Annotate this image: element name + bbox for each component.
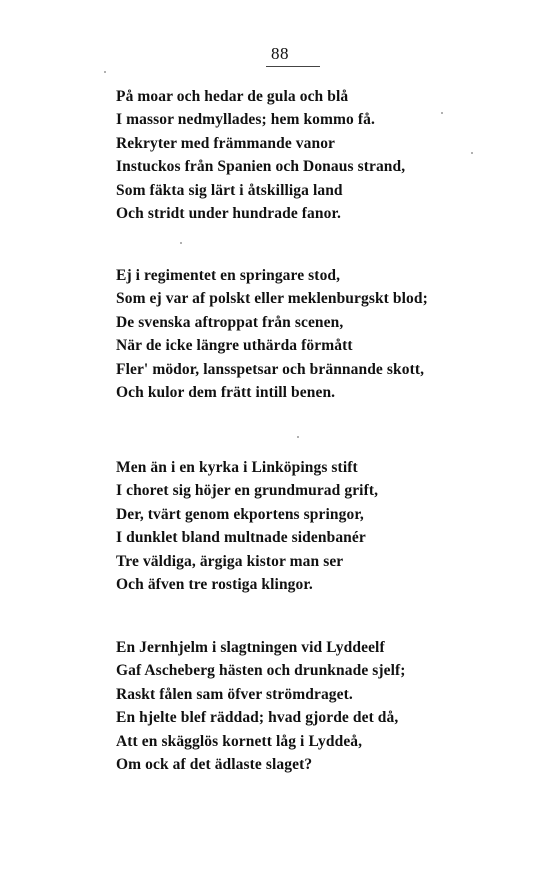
verse-line: Och äfven tre rostiga klingor. — [116, 575, 313, 593]
verse-line: Om ock af det ädlaste slaget? — [116, 755, 313, 773]
verse-line: Raskt fålen sam öfver strömdraget. — [116, 685, 353, 703]
verse-line: Och kulor dem frätt intill benen. — [116, 383, 336, 401]
print-speck — [297, 436, 299, 438]
stanza-2 — [116, 264, 516, 404]
verse-line: När de icke längre uthärda förmått — [116, 337, 353, 355]
verse-line: Att en skägglös kornett låg i Lyddeå, — [116, 732, 363, 750]
verse-line: Som ej var af polskt eller meklenburgskt blod; — [116, 290, 428, 308]
verse-line: Som fäkta sig lärt i åtskilliga land — [116, 181, 343, 199]
stanza-1 — [116, 85, 516, 225]
verse-line: Instuckos från Spanien och Donaus strand, — [116, 158, 406, 176]
verse-line: Och stridt under hundrade fanor. — [116, 204, 341, 222]
verse-line: I massor nedmyllades; hem kommo få. — [116, 111, 375, 129]
verse-line: Gaf Ascheberg hästen och drunknade sjelf; — [116, 662, 406, 680]
verse-line: En hjelte blef räddad; hvad gjorde det då, — [116, 709, 399, 727]
verse-line: Men än i en kyrka i Linköpings stift — [116, 459, 358, 476]
verse-line: Ej i regimentet en springare stod, — [116, 267, 341, 284]
page-number-rule — [266, 66, 320, 67]
verse-line: Rekryter med främmande vanor — [116, 134, 336, 152]
page-number: 88 — [271, 44, 289, 63]
verse-line: Der, tvärt genom ekportens springor, — [116, 505, 364, 523]
stanza-4 — [116, 636, 516, 776]
verse-line: I choret sig höjer en grundmurad grift, — [116, 482, 379, 500]
verse-line: Fler' mödor, lansspetsar och brännande skott, — [116, 360, 425, 378]
verse-line: I dunklet bland multnade sidenbanér — [116, 529, 366, 547]
verse-line: På moar och hedar de gula och blå — [116, 88, 349, 105]
verse-line: En Jernhjelm i slagtningen vid Lyddeelf — [116, 639, 385, 656]
verse-line: Tre väldiga, ärgiga kistor man ser — [116, 552, 344, 570]
stanza-3 — [116, 456, 516, 596]
print-speck — [104, 71, 106, 73]
verse-line: De svenska aftroppat från scenen, — [116, 313, 344, 331]
print-speck — [180, 242, 182, 244]
